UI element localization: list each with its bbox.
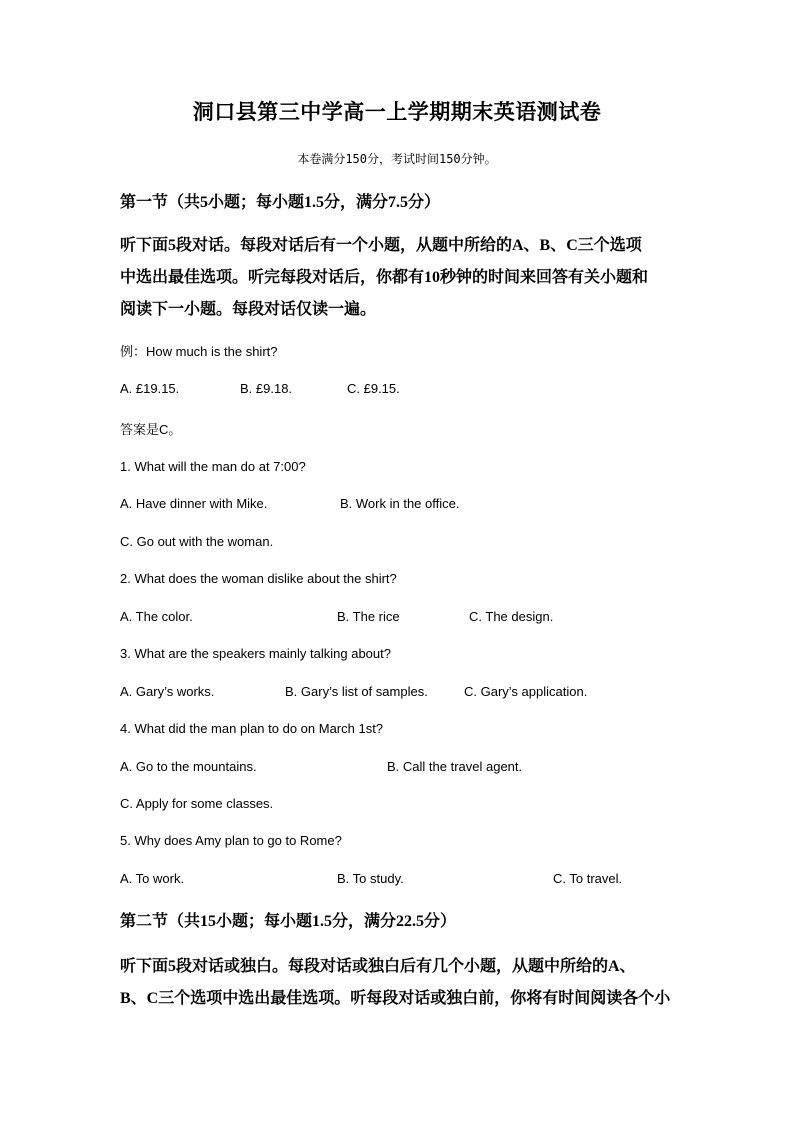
question-1-option-a: A. Have dinner with Mike. xyxy=(120,496,268,511)
section1-heading: 第一节（共5小题；每小题1.5分，满分7.5分） xyxy=(120,194,441,211)
question-4-option-b: B. Call the travel agent. xyxy=(387,759,523,774)
section2-instruction-line-2: B、C三个选项中选出最佳选项。听每段对话或独白前，你将有时间阅读各个小 xyxy=(120,990,671,1007)
exam-subtitle: 本卷满分150分，考试时间150分钟。 xyxy=(297,152,497,166)
question-5-option-a: A. To work. xyxy=(120,871,185,886)
question-1-option-b: B. Work in the office. xyxy=(340,496,460,511)
section1-instruction-line-1: 听下面5段对话。每段对话后有一个小题，从题中所给的A、B、C三个选项 xyxy=(120,237,642,254)
example-option-a: A. £19.15. xyxy=(120,381,180,396)
example-option-c: C. £9.15. xyxy=(347,381,400,396)
question-2-option-a: A. The color. xyxy=(120,609,193,624)
section1-instruction-line-2: 中选出最佳选项。听完每段对话后，你都有10秒钟的时间来回答有关小题和 xyxy=(120,269,649,286)
question-5: 5. Why does Amy plan to go to Rome? xyxy=(120,833,342,848)
example-question: 例：How much is the shirt? xyxy=(120,344,278,359)
question-4: 4. What did the man plan to do on March 1st? xyxy=(120,721,384,736)
example-option-b: B. £9.18. xyxy=(240,381,293,396)
section1-instruction-line-3: 阅读下一小题。每段对话仅读一遍。 xyxy=(120,301,377,318)
section2-instruction-line-1: 听下面5段对话或独白。每段对话或独白后有几个小题，从题中所给的A、 xyxy=(120,958,636,975)
question-4-option-c: C. Apply for some classes. xyxy=(120,796,274,811)
question-1: 1. What will the man do at 7:00? xyxy=(120,459,306,474)
question-2-option-b: B. The rice xyxy=(337,609,400,624)
question-1-option-c: C. Go out with the woman. xyxy=(120,534,274,549)
question-2-option-c: C. The design. xyxy=(469,609,554,624)
question-5-option-c: C. To travel. xyxy=(553,871,623,886)
question-5-option-b: B. To study. xyxy=(337,871,404,886)
question-3-option-c: C. Gary’s application. xyxy=(464,684,588,699)
section2-heading: 第二节（共15小题；每小题1.5分，满分22.5分） xyxy=(120,913,457,930)
question-3: 3. What are the speakers mainly talking about? xyxy=(120,646,391,661)
question-2: 2. What does the woman dislike about the shirt? xyxy=(120,571,397,586)
example-answer: 答案是C。 xyxy=(120,422,182,437)
question-4-option-a: A. Go to the mountains. xyxy=(120,759,257,774)
page-title: 洞口县第三中学高一上学期期末英语测试卷 xyxy=(192,100,602,124)
question-3-option-a: A. Gary’s works. xyxy=(120,684,215,699)
question-3-option-b: B. Gary’s list of samples. xyxy=(285,684,428,699)
